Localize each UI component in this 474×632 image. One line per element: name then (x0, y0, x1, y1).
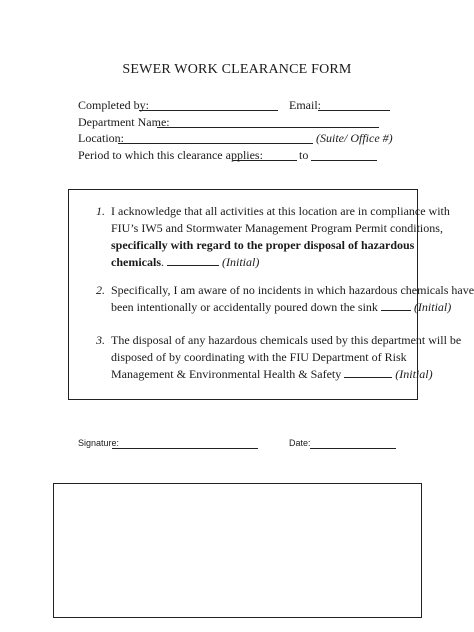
item-bold-text: chemicals (111, 255, 161, 269)
date-line[interactable] (310, 448, 396, 449)
period-to-label: to (299, 148, 309, 162)
item-text-line (111, 299, 451, 316)
department-label: Department Name: (78, 115, 170, 129)
item-text: Management & Environmental Health & Safety (111, 367, 342, 381)
item-text-line (111, 366, 433, 383)
item-number: 3. (96, 333, 105, 347)
item-number: 1. (96, 204, 105, 218)
item-text-line: Specifically, I am aware of no incidents in which hazardous chemicals have (111, 283, 474, 297)
location-note: (Suite/ Office #) (316, 131, 393, 145)
initial-label: (Initial) (222, 255, 260, 269)
item-period: . (161, 255, 164, 269)
item-number: 2. (96, 283, 105, 297)
completed-by-line[interactable] (139, 110, 278, 111)
period-from-line[interactable] (233, 160, 297, 161)
item-text-line: The disposal of any hazardous chemicals used by this department will be (111, 333, 462, 347)
item-text-line: I acknowledge that all activities at this location are in compliance with (111, 204, 450, 218)
item-text-line: FIU’s IW5 and Stormwater Management Program Permit conditions, (111, 221, 443, 235)
location-label: Location: (78, 131, 124, 145)
period-to-line[interactable] (311, 160, 377, 161)
form-title: SEWER WORK CLEARANCE FORM (122, 62, 352, 77)
initial-label: (Initial) (413, 300, 452, 314)
initial-line[interactable] (381, 299, 411, 311)
item-text-line: disposed of by coordinating with the FIU Department of Risk (111, 350, 407, 364)
item-text: been intentionally or accidentally poured down the sink (111, 300, 378, 314)
initial-line[interactable] (167, 254, 219, 266)
department-line[interactable] (157, 127, 379, 128)
initial-line[interactable] (344, 366, 392, 378)
email-label: Email: (289, 98, 321, 112)
item-text-line: specifically with regard to the proper disposal of hazardous (111, 238, 415, 252)
signature-line[interactable] (112, 448, 258, 449)
email-line[interactable] (318, 110, 390, 111)
signature-label: Signature: (78, 438, 120, 448)
bottom-box (53, 483, 422, 618)
item-text-line (111, 254, 259, 271)
initial-label: (Initial) (395, 367, 433, 381)
location-line[interactable] (118, 143, 313, 144)
completed-by-label: Completed by: (78, 98, 149, 112)
date-label: Date: (289, 438, 311, 448)
period-label: Period to which this clearance applies: (78, 148, 263, 162)
